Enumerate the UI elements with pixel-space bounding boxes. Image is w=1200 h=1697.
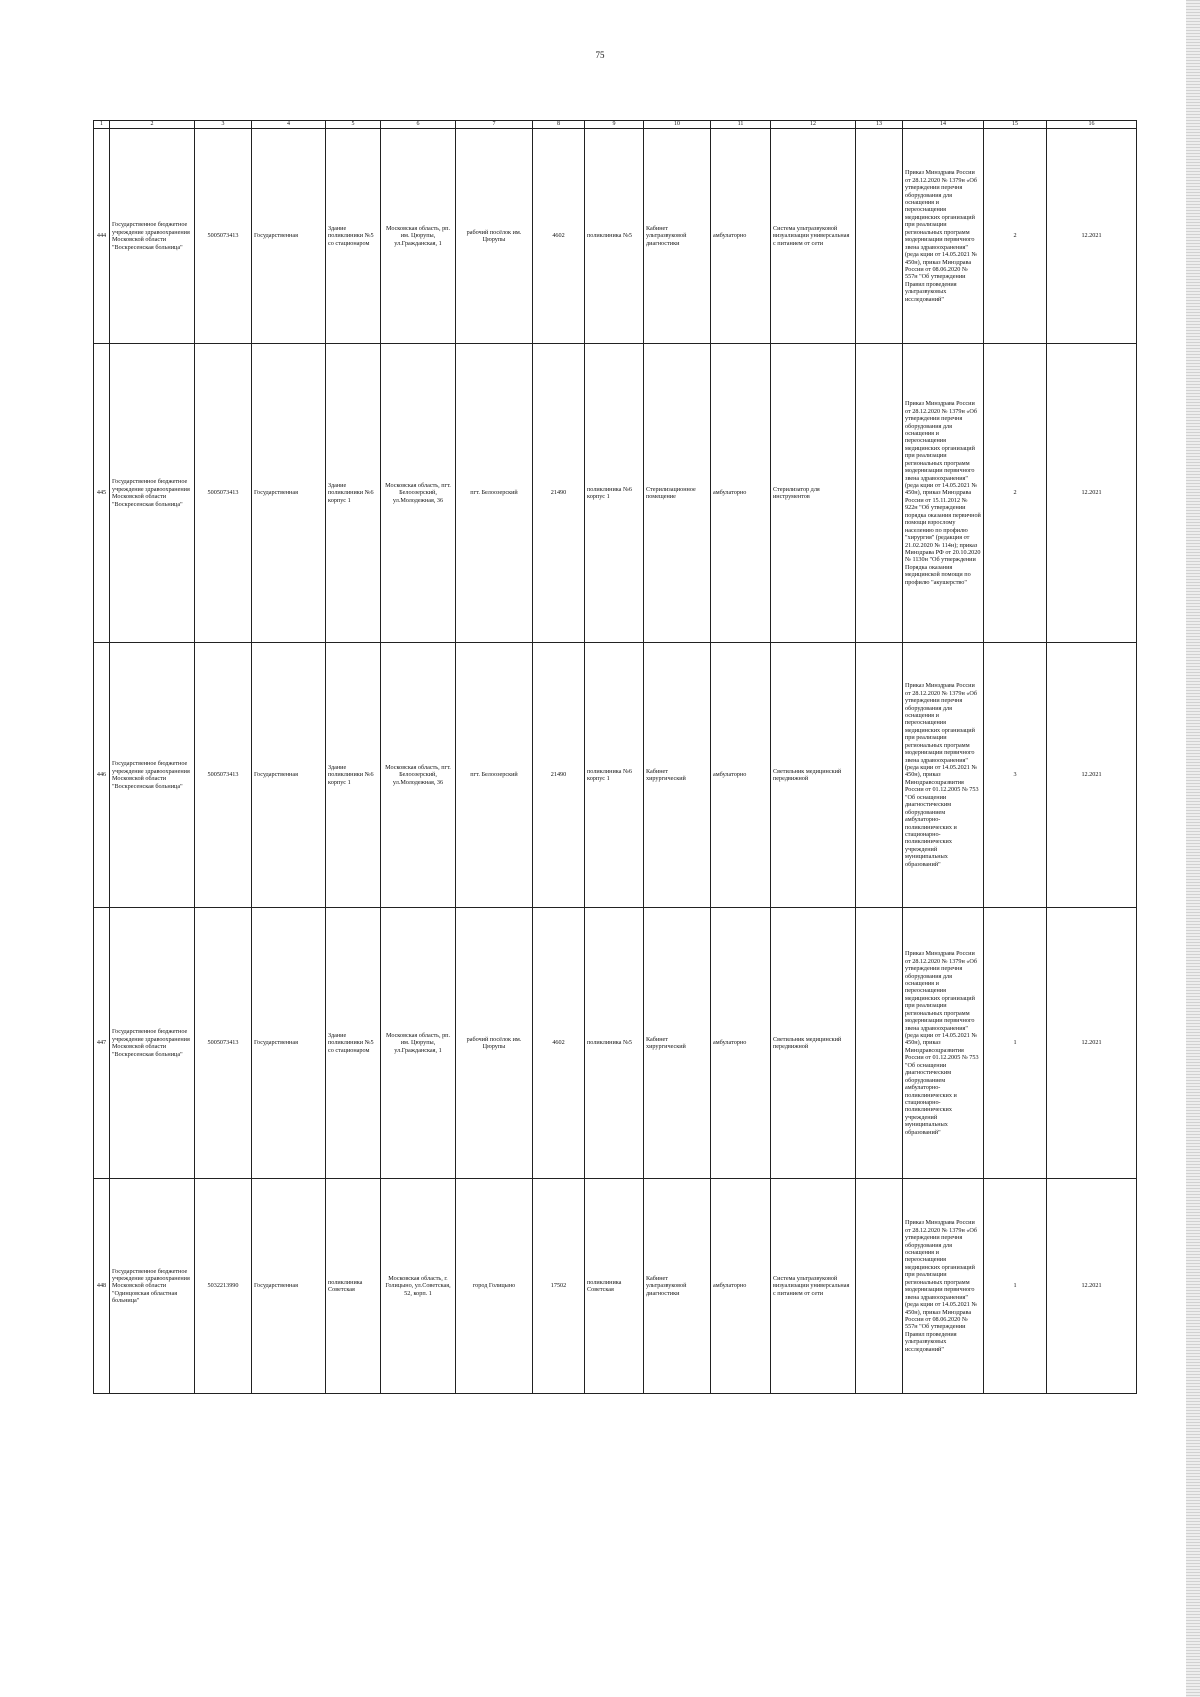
column-header: 9 (585, 121, 644, 129)
table-row (94, 643, 1137, 908)
organization-cell: Государственное бюджетное учреждение здравоохранения Московской области "Воскресенская больница" (110, 344, 195, 643)
quantity-cell: 2 (984, 129, 1047, 344)
settlement-cell: город Голицыно (456, 1179, 533, 1394)
inn-cell: 5005073413 (195, 344, 252, 643)
care-type-cell: амбулаторно (711, 344, 771, 643)
unit-cell: поликлиника №6 корпус 1 (585, 643, 644, 908)
room-cell: Стерилизационное помещение (644, 344, 711, 643)
scan-edge (1186, 0, 1200, 1697)
building-cell: поликлиника Советская (326, 1179, 381, 1394)
address-cell: Московская область, пгт. Белоозерский, ул.Молодежная, 36 (381, 643, 456, 908)
building-cell: Здание поликлиники №6 корпус 1 (326, 643, 381, 908)
row-number-cell: 448 (94, 1179, 110, 1394)
room-cell: Кабинет хирургический (644, 908, 711, 1179)
organization-cell: Государственное бюджетное учреждение здравоохранения Московской области "Воскресенская больница" (110, 643, 195, 908)
column-header: 5 (326, 121, 381, 129)
column-header: 11 (711, 121, 771, 129)
date-cell: 12.2021 (1047, 908, 1137, 1179)
settlement-cell: рабочий посёлок им. Цюрупы (456, 129, 533, 344)
inn-cell: 5032213990 (195, 1179, 252, 1394)
ownership-cell: Государственная (252, 129, 326, 344)
column-header: 7 (456, 121, 533, 129)
date-cell: 12.2021 (1047, 643, 1137, 908)
settlement-cell: пгт. Белоозерский (456, 643, 533, 908)
empty-cell (856, 344, 903, 643)
address-cell: Московская область, г. Голицыно, ул.Советская, 52, корп. 1 (381, 1179, 456, 1394)
building-cell: Здание поликлиники №6 корпус 1 (326, 344, 381, 643)
inn-cell: 5005073413 (195, 908, 252, 1179)
row-number-cell: 444 (94, 129, 110, 344)
population-cell: 21490 (533, 344, 585, 643)
column-header: 14 (903, 121, 984, 129)
date-cell: 12.2021 (1047, 344, 1137, 643)
quantity-cell: 1 (984, 908, 1047, 1179)
table-row (94, 344, 1137, 643)
quantity-cell: 3 (984, 643, 1047, 908)
population-cell: 4602 (533, 908, 585, 1179)
inn-cell: 5005073413 (195, 643, 252, 908)
ownership-cell: Государственная (252, 908, 326, 1179)
date-cell: 12.2021 (1047, 129, 1137, 344)
room-cell: Кабинет ультразвуковой диагностики (644, 129, 711, 344)
unit-cell: поликлиника №6 корпус 1 (585, 344, 644, 643)
population-cell: 17502 (533, 1179, 585, 1394)
quantity-cell: 1 (984, 1179, 1047, 1394)
regulatory-docs-cell: Приказ Минздрава России от 28.12.2020 № 1379н «Об утверждении перечня оборудования для оснащения и переоснащения медицинских организаций при реализации региональных программ модернизации первичного звена здравоохранения"(реда кции от 14.05.2021 № 450н), приказ Минздравсоцразвития России от 01.12.2005 № 753 "Об оснащении диагностическим оборудованием амбулаторно-поликлинических и стационарно-поликлинических учреждений муниципальных образований" (903, 643, 984, 908)
column-header: 10 (644, 121, 711, 129)
row-number-cell: 447 (94, 908, 110, 1179)
equipment-cell: Светильник медицинский передвижной (771, 643, 856, 908)
equipment-cell: Светильник медицинский передвижной (771, 908, 856, 1179)
care-type-cell: амбулаторно (711, 1179, 771, 1394)
column-header: 3 (195, 121, 252, 129)
equipment-cell: Система ультразвуковой визуализации универсальная с питанием от сети (771, 1179, 856, 1394)
address-cell: Московская область, пгт. Белоозерский, ул.Молодежная, 36 (381, 344, 456, 643)
table-row (94, 1179, 1137, 1394)
row-number-cell: 445 (94, 344, 110, 643)
care-type-cell: амбулаторно (711, 129, 771, 344)
room-cell: Кабинет хирургический (644, 643, 711, 908)
table-row (94, 908, 1137, 1179)
population-cell: 21490 (533, 643, 585, 908)
organization-cell: Государственное бюджетное учреждение здравоохранения Московской области "Воскресенская больница" (110, 908, 195, 1179)
care-type-cell: амбулаторно (711, 643, 771, 908)
column-header: 8 (533, 121, 585, 129)
regulatory-docs-cell: Приказ Минздрава России от 28.12.2020 № 1379н «Об утверждении перечня оборудования для оснащения и переоснащения медицинских организаций при реализации региональных программ модернизации первичного звена здравоохранения"(реда кции от 14.05.2021 № 450н), приказ Минздрава России от 08.06.2020 № 557н "Об утверждении Правил проведения ультразвуковых исследований" (903, 129, 984, 344)
unit-cell: поликлиника Советская (585, 1179, 644, 1394)
date-cell: 12.2021 (1047, 1179, 1137, 1394)
column-header: 16 (1047, 121, 1137, 129)
equipment-register-table (93, 120, 1137, 1394)
ownership-cell: Государственная (252, 344, 326, 643)
population-cell: 4602 (533, 129, 585, 344)
regulatory-docs-cell: Приказ Минздрава России от 28.12.2020 № 1379н «Об утверждении перечня оборудования для оснащения и переоснащения медицинских организаций при реализации региональных программ модернизации первичного звена здравоохранения"(реда кции от 14.05.2021 № 450н), приказ Минздрава России от 15.11.2012 № 922н "Об утверждении порядка оказания первичной помощи взрослому населению по профилю "хирургия" (редакция от 21.02.2020 № 114н); приказ Минздрава РФ от 20.10.2020 № 1130н "Об утверждении Порядка оказания медицинской помощи по профилю "акушерство" (903, 344, 984, 643)
address-cell: Московская область, рп. им. Цюрупы, ул.Гражданская, 1 (381, 908, 456, 1179)
organization-cell: Государственное бюджетное учреждение здравоохранения Московской области "Одинцовская областная больница" (110, 1179, 195, 1394)
room-cell: Кабинет ультразвуковой диагностики (644, 1179, 711, 1394)
column-header: 4 (252, 121, 326, 129)
unit-cell: поликлиника №5 (585, 129, 644, 344)
empty-cell (856, 643, 903, 908)
column-header: 6 (381, 121, 456, 129)
inn-cell: 5005073413 (195, 129, 252, 344)
address-cell: Московская область, рп. им. Цюрупы, ул.Гражданская, 1 (381, 129, 456, 344)
page-number: 75 (595, 50, 605, 60)
column-header: 1 (94, 121, 110, 129)
building-cell: Здание поликлиники №5 со стационаром (326, 129, 381, 344)
empty-cell (856, 129, 903, 344)
equipment-cell: Система ультразвуковой визуализации универсальная с питанием от сети (771, 129, 856, 344)
organization-cell: Государственное бюджетное учреждение здравоохранения Московской области "Воскресенская больница" (110, 129, 195, 344)
empty-cell (856, 1179, 903, 1394)
equipment-cell: Стерилизатор для инструментов (771, 344, 856, 643)
care-type-cell: амбулаторно (711, 908, 771, 1179)
table-row (94, 129, 1137, 344)
column-header: 2 (110, 121, 195, 129)
column-header: 13 (856, 121, 903, 129)
quantity-cell: 2 (984, 344, 1047, 643)
settlement-cell: пгт. Белоозерский (456, 344, 533, 643)
regulatory-docs-cell: Приказ Минздрава России от 28.12.2020 № 1379н «Об утверждении перечня оборудования для оснащения и переоснащения медицинских организаций при реализации региональных программ модернизации первичного звена здравоохранения"(реда кции от 14.05.2021 № 450н), приказ Минздрава России от 08.06.2020 № 557н "Об утверждении Правил проведения ультразвуковых исследований" (903, 1179, 984, 1394)
ownership-cell: Государственная (252, 1179, 326, 1394)
building-cell: Здание поликлиники №5 со стационаром (326, 908, 381, 1179)
column-number-row (94, 121, 1137, 129)
regulatory-docs-cell: Приказ Минздрава России от 28.12.2020 № 1379н «Об утверждении перечня оборудования для оснащения и переоснащения медицинских организаций при реализации региональных программ модернизации первичного звена здравоохранения"(реда кции от 14.05.2021 № 450н), приказ Минздравсоцразвития России от 01.12.2005 № 753 "Об оснащении диагностическим оборудованием амбулаторно-поликлинических и стационарно-поликлинических учреждений муниципальных образований" (903, 908, 984, 1179)
settlement-cell: рабочий посёлок им. Цюрупы (456, 908, 533, 1179)
ownership-cell: Государственная (252, 643, 326, 908)
column-header: 15 (984, 121, 1047, 129)
row-number-cell: 446 (94, 643, 110, 908)
empty-cell (856, 908, 903, 1179)
column-header: 12 (771, 121, 856, 129)
unit-cell: поликлиника №5 (585, 908, 644, 1179)
